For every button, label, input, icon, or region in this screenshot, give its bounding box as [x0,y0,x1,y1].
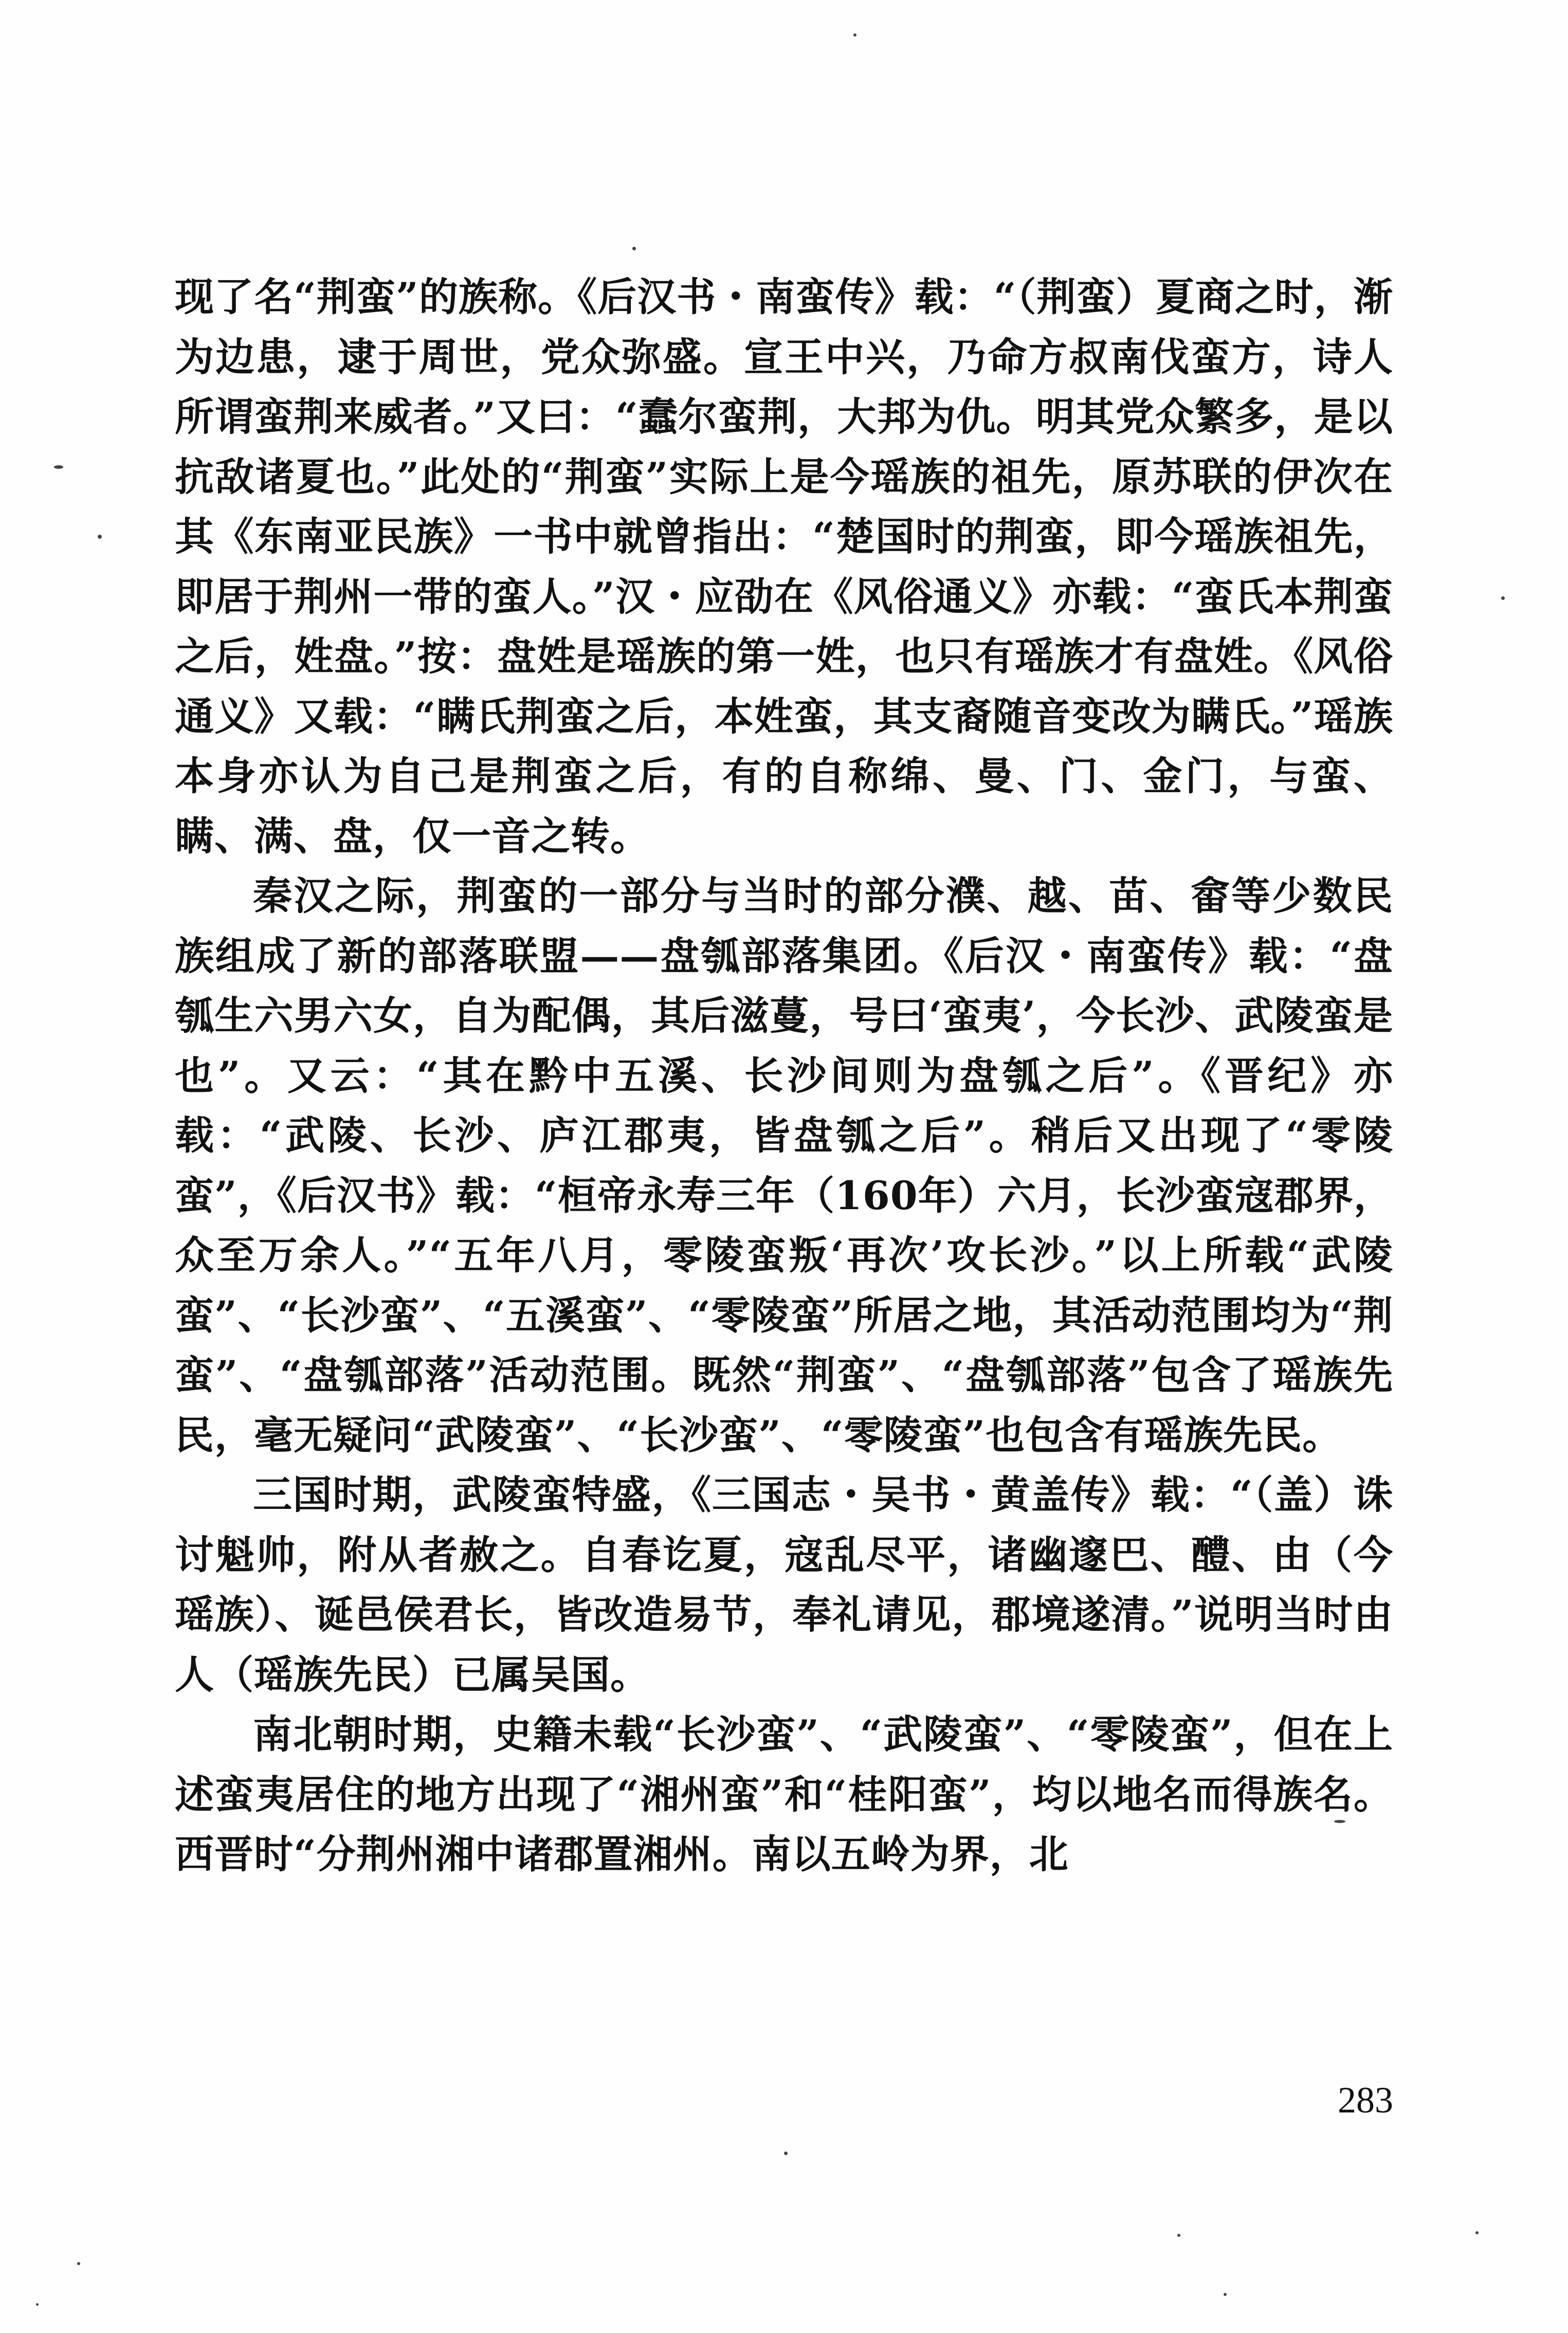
paragraph-2: 秦汉之际，荆蛮的一部分与当时的部分濮、越、苗、畲等少数民族组成了新的部落联盟——盘瓠部落集团。《后汉・南蛮传》载：“盘瓠生六男六女，自为配偶，其后滋蔓，号曰‘蛮夷’，今长沙、武陵蛮是也”。又云：“其在黔中五溪、长沙间则为盘瓠之后”。《晋纪》亦载：“武陵、长沙、庐江郡夷，皆盘瓠之后”。稍后又出现了“零陵蛮”，《后汉书》载：“桓帝永寿三年（160年）六月，长沙蛮寇郡界，众至万余人。”“五年八月，零陵蛮叛‘再次’攻长沙。”以上所载“武陵蛮”、“长沙蛮”、“五溪蛮”、“零陵蛮”所居之地，其活动范围均为“荆蛮”、“盘瓠部落”活动范围。既然“荆蛮”、“盘瓠部落”包含了瑶族先民，毫无疑问“武陵蛮”、“长沙蛮”、“零陵蛮”也包含有瑶族先民。 [175,873,1393,1458]
scan-speck [36,2303,39,2306]
scan-speck [1475,2231,1479,2234]
scan-speck [77,2262,80,2265]
scan-speck [54,465,63,469]
scan-speck [98,535,102,539]
scan-speck [784,2152,788,2155]
page-number: 283 [1338,2080,1393,2121]
paragraph-4: 南北朝时期，史籍未载“长沙蛮”、“武陵蛮”、“零陵蛮”，但在上述蛮夷居住的地方出现了“湘州蛮”和“桂阳蛮”，均以地名而得族名。西晋时“分荆州湘中诸郡置湘州。南以五岭为界，北 [175,1711,1393,1877]
paragraph-3: 三国时期，武陵蛮特盛，《三国志・吴书・黄盖传》载：“（盖）诛讨魁帅，附从者赦之。自春讫夏，寇乱尽平，诸幽邃巴、醴、由（今瑶族）、诞邑侯君长，皆改造易节，奉礼请见，郡境遂清。”说明当时由人（瑶族先民）已属吴国。 [175,1472,1393,1698]
scan-speck [632,247,636,250]
scan-speck [1501,596,1505,600]
scan-speck [1334,1820,1345,1823]
paragraph-1: 现了名“荆蛮”的族称。《后汉书・南蛮传》载：“（荆蛮）夏商之时，渐为边患，逮于周世，党众弥盛。宣王中兴，乃命方叔南伐蛮方，诗人所谓蛮荆来威者。”又曰：“蠢尔蛮荆，大邦为仇。明其党众繁多，是以抗敌诸夏也。”此处的“荆蛮”实际上是今瑶族的祖先，原苏联的伊次在其《东南亚民族》一书中就曾指出：“楚国时的荆蛮，即今瑶族祖先，即居于荆州一带的蛮人。”汉・应劭在《风俗通义》亦载：“蛮氏本荆蛮之后，姓盘。”按：盘姓是瑶族的第一姓，也只有瑶族才有盘姓。《风俗通义》又载：“瞒氏荆蛮之后，本姓蛮，其支裔随音变改为瞒氏。”瑶族本身亦认为自己是荆蛮之后，有的自称绵、曼、门、金门，与蛮、瞒、满、盘，仅一音之转。 [175,274,1393,859]
scan-speck [1177,2234,1180,2237]
scan-speck [853,33,856,37]
body-text [175,267,1393,1885]
scan-speck [1224,2293,1227,2296]
